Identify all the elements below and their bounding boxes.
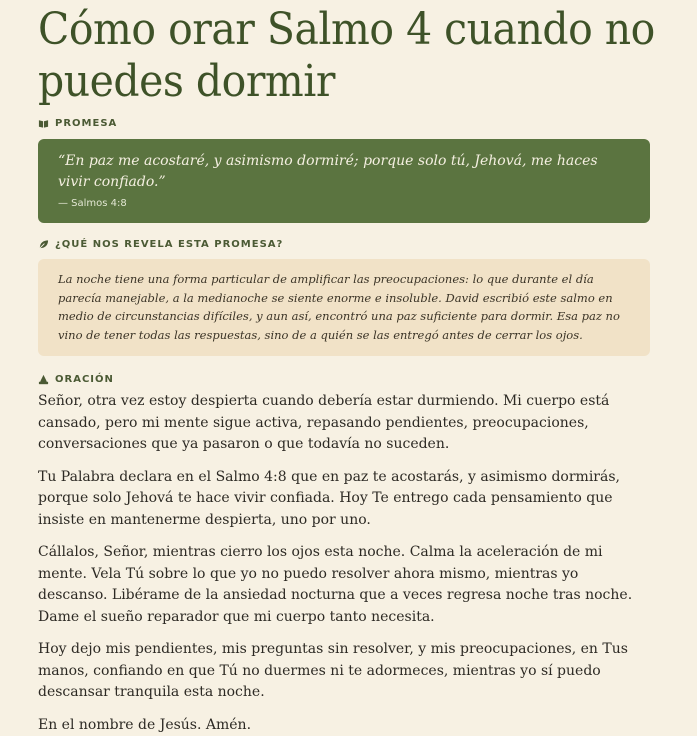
prayer-paragraph: En el nombre de Jesús. Amén. [38, 715, 650, 736]
praying-hands-icon [38, 374, 49, 385]
page-title: Cómo orar Salmo 4 cuando no puedes dormir [38, 0, 670, 108]
prayer-paragraph: Señor, otra vez estoy despierta cuando debería estar durmiendo. Mi cuerpo está cansado, pero mi mente sigue activa, repasando pendientes, preocupaciones, conversaciones que ya pasaron o que todavía no suceden. [38, 391, 650, 456]
prayer-label-text: ORACIÓN [55, 374, 114, 385]
prayer-paragraph: Cállalos, Señor, mientras cierro los ojos esta noche. Calma la aceleración de mi mente. Vela Tú sobre lo que yo no puedo resolver ahora mismo, mientras yo descanso. Libérame de la ansiedad nocturna que a veces regresa noche tras noche. Dame el sueño reparador que mi cuerpo tanto necesita. [38, 542, 650, 628]
promise-label-text: PROMESA [55, 118, 117, 129]
leaf-icon [38, 239, 49, 250]
prayer-paragraph: Hoy dejo mis pendientes, mis preguntas sin resolver, y mis preocupaciones, en Tus manos, confiando en que Tú no duermes ni te adormeces, mientras yo sí puedo descansar tranquila esta noche. [38, 639, 650, 704]
open-book-icon [38, 118, 49, 129]
promise-quote: “En paz me acostaré, y asimismo dormiré; porque solo tú, Jehová, me haces vivir confiado.” [58, 151, 630, 193]
reveal-text: La noche tiene una forma particular de amplificar las preocupaciones: lo que durante el día parecía manejable, a la medianoche se siente enorme e insoluble. David escribió este salmo en medio de circunstancias difíciles, y aun así, encontró una paz suficiente para dormir. Esa paz no vino de tener todas las respuestas, sino de a quién se las entregó antes de cerrar los ojos. [58, 272, 620, 342]
prayer-body [38, 391, 650, 736]
reveal-label [38, 239, 650, 250]
prayer-label [38, 374, 650, 385]
promise-label [38, 118, 650, 129]
promise-reference: — Salmos 4:8 [58, 198, 630, 209]
prayer-paragraph: Tu Palabra declara en el Salmo 4:8 que en paz te acostarás, y asimismo dormirás, porque solo Jehová te hace vivir confiada. Hoy Te entrego cada pensamiento que insiste en mantenerme despierta, uno por uno. [38, 467, 650, 532]
reveal-box [38, 259, 650, 356]
promise-quote-box [38, 139, 650, 223]
reveal-label-text: ¿QUÉ NOS REVELA ESTA PROMESA? [55, 239, 283, 250]
